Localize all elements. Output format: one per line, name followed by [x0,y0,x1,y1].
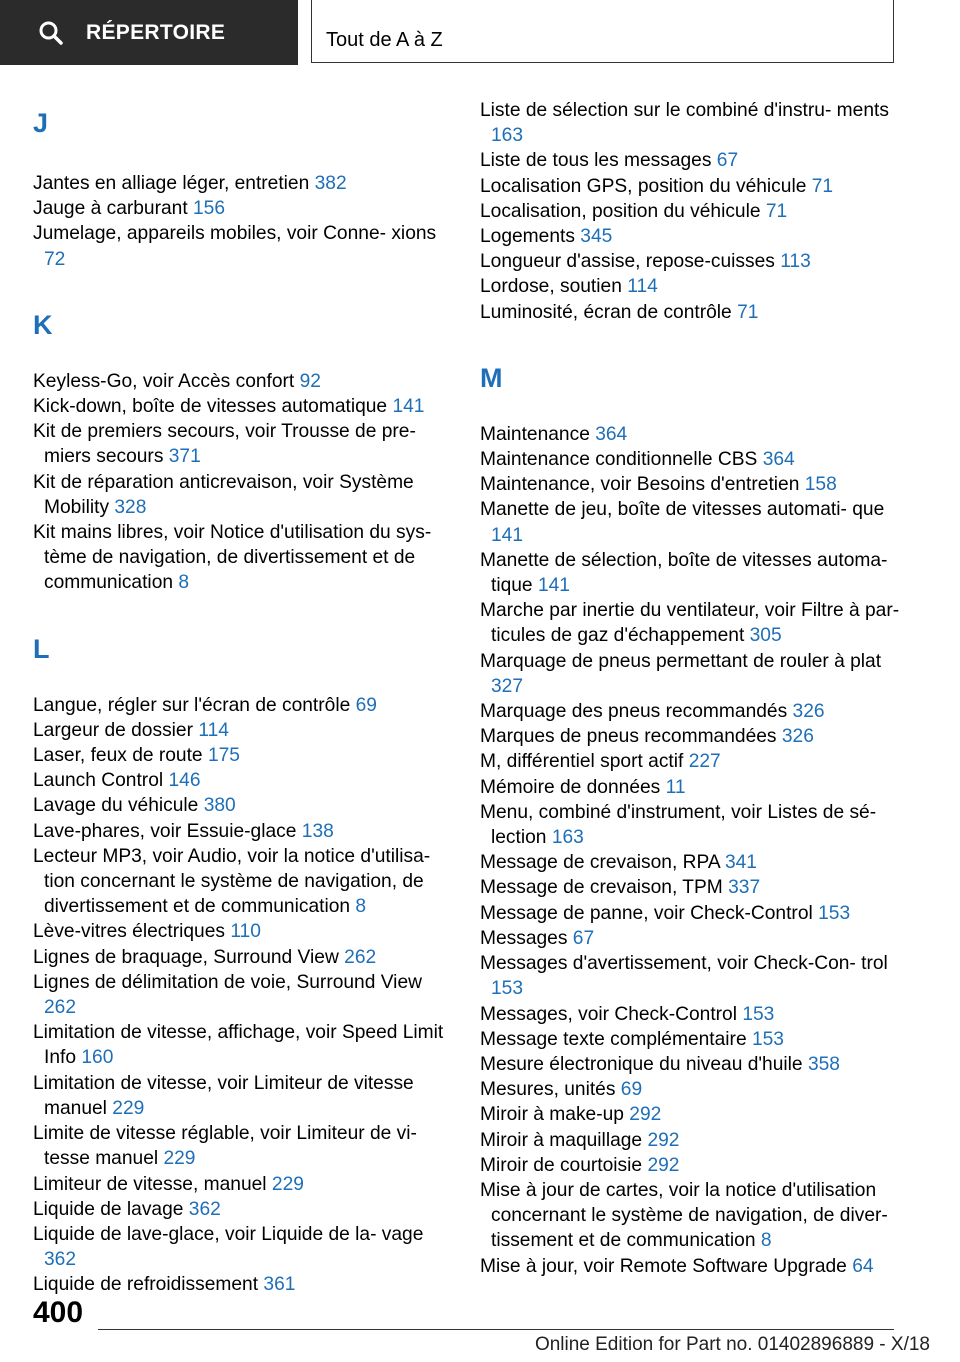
index-entry [33,1222,445,1272]
page-reference-link[interactable]: 229 [112,1097,145,1119]
page-reference-link[interactable]: 229 [163,1148,196,1170]
edition-info: Online Edition for Part no. 01402896889 - X/18 [534,1334,930,1355]
index-search-label: RÉPERTOIRE [86,20,226,44]
index-entry-text: Jantes en alliage léger, entretien [33,173,310,194]
index-entry [33,171,445,196]
index-entry-text: Localisation, position du véhicule [480,200,761,222]
index-entry-text: Marquage de pneus permettant de rouler à plat [480,650,882,672]
page-reference-link[interactable]: 110 [230,921,261,943]
index-entry-text: Miroir de courtoisie [480,1154,643,1176]
page-reference-link[interactable]: 67 [572,927,595,949]
index-entry [480,951,910,1001]
page-reference-link[interactable]: 156 [193,198,226,220]
index-entry [480,274,910,299]
index-letter-heading: J [33,108,49,138]
page-reference-link[interactable]: 364 [595,423,628,445]
index-entry [480,1254,910,1279]
index-entry [480,649,910,699]
index-entry [33,394,445,419]
page-reference-link[interactable]: 141 [537,575,570,597]
index-entry [480,850,910,875]
index-entry-text: Lavage du véhicule [33,795,199,817]
page-reference-link[interactable]: 113 [780,251,811,273]
index-entry [33,919,445,944]
page-reference-link[interactable]: 371 [168,446,201,468]
index-entry [480,174,910,199]
index-entry-text: Keyless-Go, voir Accès confort [33,370,295,392]
index-entry [33,768,445,793]
index-entry-text: Jumelage, appareils mobiles, voir Conne‐ xions [33,223,437,245]
index-entry [480,926,910,951]
page-reference-link[interactable]: 358 [807,1053,840,1075]
index-entry-text: Message texte complémentaire [480,1028,747,1050]
page-reference-link[interactable]: 141 [392,396,425,418]
index-entry [480,775,910,800]
index-entry [33,1020,445,1070]
page-reference-link[interactable]: 8 [760,1230,772,1252]
index-entry-text: Lave-phares, voir Essuie-glace [33,820,297,842]
index-entry-text: Maintenance [480,423,590,445]
index-entry [33,970,445,1020]
index-entry-text: Longueur d'assise, repose-cuisses [480,251,775,273]
page-reference-link[interactable]: 153 [491,978,524,1000]
index-entry-text: Localisation GPS, position du véhicule [480,175,807,197]
index-entry [33,844,445,920]
index-entry [33,1071,445,1121]
index-entry [33,1197,445,1222]
index-entry [480,98,910,148]
page-reference-link[interactable]: 326 [792,701,825,723]
index-entry-text: Limitation de vitesse, voir Limiteur de vitesse manuel [33,1072,414,1119]
page-reference-link[interactable]: 158 [804,474,837,496]
index-entry-text: Marques de pneus recommandées [480,726,777,748]
page-reference-link[interactable]: 8 [355,896,367,918]
index-entry [480,875,910,900]
index-entry [33,743,445,768]
page-reference-link[interactable]: 69 [355,694,377,716]
index-entry-text: Mise à jour de cartes, voir la notice d'utilisation concernant le système de navigation, de diver‐ tissement et de communication [480,1179,888,1252]
page-reference-link[interactable]: 229 [271,1173,304,1195]
index-entry [33,470,445,520]
index-entry-text: Launch Control [33,770,164,792]
page-reference-link[interactable]: 163 [491,125,524,147]
page-reference-link[interactable]: 146 [168,770,201,792]
index-entry-text: Messages, voir Check-Control [480,1003,737,1025]
page-reference-link[interactable]: 69 [620,1079,643,1101]
footer-divider [98,1329,894,1330]
page-reference-link[interactable]: 326 [781,726,814,748]
index-letter-heading: K [33,309,53,340]
page-reference-link[interactable]: 362 [44,1249,77,1271]
index-entry-text: Menu, combiné d'instrument, voir Listes de sé‐ lection [480,801,877,849]
index-entry-text: Miroir à maquillage [480,1129,643,1151]
page-reference-link[interactable]: 64 [852,1255,874,1277]
page-reference-link[interactable]: 361 [263,1274,296,1296]
index-entry-text: Limiteur de vitesse, manuel [33,1173,267,1195]
page-reference-link[interactable]: 71 [737,301,759,323]
index-entry-text: Luminosité, écran de contrôle [480,301,732,323]
index-entry [480,1128,910,1153]
section-title: Tout de A à Z [326,29,443,51]
index-entry-text: Messages [480,927,568,949]
page-reference-link[interactable]: 114 [627,276,658,298]
page-reference-link[interactable]: 141 [491,524,524,546]
index-entry-text: Laser, feux de route [33,745,203,767]
index-entry-text: M, différentiel sport actif [480,751,684,773]
index-entry-text: Liquide de lavage [33,1198,184,1220]
page-reference-link[interactable]: 92 [299,370,321,392]
index-entry [33,819,445,844]
index-search-tab[interactable] [0,0,298,65]
page-reference-link[interactable]: 227 [688,751,721,773]
index-letter-heading: L [33,633,50,664]
index-entry [33,369,445,394]
index-entry [480,901,910,926]
index-entry [33,793,445,818]
index-entry [480,199,910,224]
index-entry-text: Jauge à carburant [33,198,188,220]
index-entry-text: Kit mains libres, voir Notice d'utilisation du sys‐ tème de navigation, de divertissement et de communication [33,522,432,594]
index-entry-text: Miroir à make-up [480,1104,624,1126]
index-entry [33,1272,445,1297]
page-reference-link[interactable]: 138 [301,820,334,842]
page-reference-link[interactable]: 160 [81,1047,114,1069]
index-entry [480,1027,910,1052]
page-reference-link[interactable]: 327 [491,675,524,697]
page-reference-link[interactable]: 328 [114,496,147,518]
index-entry-text: Marquage des pneus recommandés [480,701,788,723]
index-entry [33,221,445,271]
index-entry [480,724,910,749]
page-reference-link[interactable]: 153 [818,902,851,924]
index-entry-text: Maintenance conditionnelle CBS [480,449,758,471]
index-entry-text: Lordose, soutien [480,276,622,298]
index-entry [480,249,910,274]
index-entry [33,520,445,596]
page-reference-link[interactable]: 163 [551,827,584,849]
index-entry-text: Message de crevaison, TPM [480,877,723,899]
page-reference-link[interactable]: 153 [751,1028,784,1050]
index-entry [480,749,910,774]
index-entry-text: Mesures, unités [480,1079,616,1101]
index-entry-text: Kit de premiers secours, voir Trousse de pre‐ miers secours [33,421,416,468]
index-entry [480,1178,910,1254]
index-entry-text: Lecteur MP3, voir Audio, voir la notice d'utilisa‐ tion concernant le système de navigation, de divertissement et de communication [33,845,431,918]
index-entry-text: Messages d'avertissement, voir Check-Con‐ trol [480,953,888,975]
index-entry-text: Kit de réparation anticrevaison, voir Système Mobility [33,471,414,518]
index-entry [480,548,910,598]
page-reference-link[interactable]: 337 [728,877,761,899]
section-title-tab[interactable] [311,0,894,63]
index-entry [33,419,445,469]
index-column-left [33,98,445,1298]
index-entry-text: Lignes de délimitation de voie, Surround View [33,971,422,993]
index-entry-text: Message de crevaison, RPA [480,852,720,874]
page-reference-link[interactable]: 364 [762,449,795,471]
page-reference-link[interactable]: 11 [665,776,686,798]
index-entry-text: Message de panne, voir Check-Control [480,902,813,924]
page-reference-link[interactable]: 153 [742,1003,775,1025]
index-entry [33,718,445,743]
index-entry [480,1077,910,1102]
index-entry [480,148,910,173]
page-reference-link[interactable]: 380 [203,795,236,817]
page-reference-link[interactable]: 72 [44,248,66,270]
index-entry-text: Mémoire de données [480,776,661,798]
index-entry [33,196,445,221]
index-entry-text: Limitation de vitesse, affichage, voir Speed Limit Info [33,1022,444,1069]
index-entry [480,472,910,497]
index-entry-text: Mise à jour, voir Remote Software Upgrade [480,1255,847,1277]
page-reference-link[interactable]: 292 [647,1129,680,1151]
index-entry [33,1172,445,1197]
index-entry [480,1052,910,1077]
page-reference-link[interactable]: 114 [198,719,229,741]
index-entry [480,1153,910,1178]
index-entry-text: Largeur de dossier [33,719,193,741]
page-reference-link[interactable]: 71 [811,175,834,197]
index-entry-text: Liquide de lave-glace, voir Liquide de la‐ vage [33,1223,424,1245]
index-entry [480,422,910,447]
page-reference-link[interactable]: 292 [629,1104,662,1126]
index-entry [33,945,445,970]
page-reference-link[interactable]: 305 [749,625,782,647]
index-entry [480,224,910,249]
index-letter-heading: M [480,362,503,393]
page-reference-link[interactable]: 341 [724,852,757,874]
index-entry-text: Manette de jeu, boîte de vitesses automati‐ que [480,499,885,521]
index-entry [480,447,910,472]
index-entry [480,598,910,648]
index-entry [33,693,445,718]
index-entry [480,497,910,547]
index-entry-text: Lignes de braquage, Surround View [33,946,339,968]
index-entry-text: Liste de sélection sur le combiné d'instru‐ ments [480,100,889,121]
index-entry-text: Marche par inertie du ventilateur, voir Filtre à par‐ ticules de gaz d'échappement [480,600,900,647]
page-reference-link[interactable]: 67 [716,150,739,172]
index-entry [480,800,910,850]
index-entry [33,1121,445,1171]
index-entry-text: Mesure électronique du niveau d'huile [480,1053,803,1075]
page-reference-link[interactable]: 71 [765,200,788,222]
page-reference-link[interactable]: 382 [314,173,347,194]
index-entry-text: Maintenance, voir Besoins d'entretien [480,474,800,496]
index-entry [480,300,910,325]
index-column-right [480,98,910,1279]
top-navigation [0,0,960,66]
page-reference-link[interactable]: 8 [178,572,190,594]
index-entry-text: Limite de vitesse réglable, voir Limiteur de vi‐ tesse manuel [33,1123,417,1170]
index-entry-text: Liste de tous les messages [480,150,712,172]
page-reference-link[interactable]: 292 [647,1154,680,1176]
index-entry-text: Kick-down, boîte de vitesses automatique [33,396,388,418]
index-entry [480,1002,910,1027]
page-reference-link[interactable]: 262 [344,946,377,968]
index-entry-text: Liquide de refroidissement [33,1274,259,1296]
index-entry [480,1102,910,1127]
search-icon [38,20,64,46]
page-reference-link[interactable]: 362 [188,1198,221,1220]
index-entry-text: Manette de sélection, boîte de vitesses automa‐ tique [480,549,888,597]
page-reference-link[interactable]: 262 [44,997,77,1019]
index-entry-text: Lève-vitres électriques [33,921,225,943]
page-reference-link[interactable]: 175 [207,745,240,767]
page-number: 400 [33,1296,84,1329]
index-entry-text: Langue, régler sur l'écran de contrôle [33,694,351,716]
index-entry [480,699,910,724]
page-reference-link[interactable]: 345 [580,226,613,248]
index-entry-text: Logements [480,226,575,248]
